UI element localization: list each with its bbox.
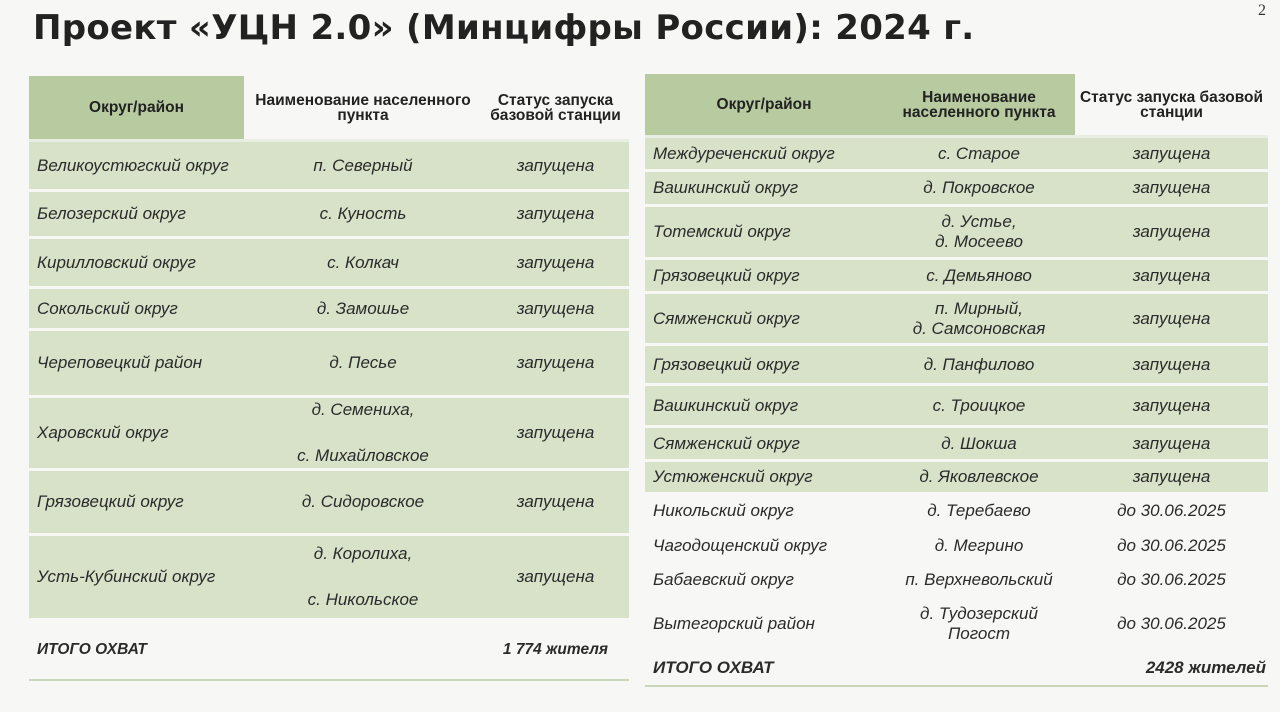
cell-settlement-line: д. Устье, <box>941 212 1017 231</box>
header-status: Статус запуска базовой станции <box>1075 74 1268 138</box>
cell-district: Вашкинский округ <box>645 386 883 428</box>
cell-settlement: д. Теребаево <box>883 495 1075 530</box>
total-label: ИТОГО ОХВАТ <box>645 651 883 687</box>
cell-settlement: с. Демьяново <box>883 260 1075 294</box>
total-spacer <box>883 651 1075 687</box>
left-coverage-table <box>29 76 629 681</box>
cell-district: Белозерский округ <box>29 192 244 239</box>
header-settlement: Наименование населенного пункта <box>883 74 1075 138</box>
cell-settlement-line: д. Семениха, <box>311 400 415 419</box>
cell-settlement <box>244 536 482 621</box>
table-row <box>29 142 629 192</box>
cell-district: Бабаевский округ <box>645 564 883 599</box>
cell-settlement <box>883 294 1075 346</box>
cell-settlement-line: с. Михайловское <box>297 446 429 465</box>
total-value: 2428 жителей <box>1075 651 1268 687</box>
cell-district: Грязовецкий округ <box>29 471 244 536</box>
total-label: ИТОГО ОХВАТ <box>29 621 244 681</box>
cell-settlement: с. Троицкое <box>883 386 1075 428</box>
total-spacer <box>244 621 482 681</box>
page-number: 2 <box>1258 2 1266 19</box>
cell-settlement: п. Северный <box>244 142 482 192</box>
cell-settlement-line: д. Тудозерский <box>920 603 1038 623</box>
cell-status: запущена <box>1075 207 1268 260</box>
table-row <box>29 239 629 289</box>
table-row <box>29 331 629 398</box>
cell-settlement-line: Погост <box>947 623 1011 643</box>
table-row <box>645 428 1268 462</box>
table-row <box>645 138 1268 172</box>
cell-district: Кирилловский округ <box>29 239 244 289</box>
cell-settlement-line: с. Никольское <box>307 590 419 609</box>
cell-district: Череповецкий район <box>29 331 244 398</box>
table-row <box>29 471 629 536</box>
cell-settlement: д. Шокша <box>883 428 1075 462</box>
cell-district: Грязовецкий округ <box>645 346 883 386</box>
total-value: 1 774 жителя <box>482 621 629 681</box>
table-row <box>645 346 1268 386</box>
cell-status: запущена <box>482 142 629 192</box>
cell-status: запущена <box>482 536 629 621</box>
cell-settlement: д. Замошье <box>244 289 482 331</box>
table-row <box>645 495 1268 530</box>
cell-settlement <box>883 207 1075 260</box>
cell-settlement-line: п. Мирный, <box>935 298 1023 318</box>
cell-district: Усть-Кубинский округ <box>29 536 244 621</box>
cell-settlement-line: д. Самсоновская <box>912 318 1046 338</box>
cell-status: запущена <box>1075 294 1268 346</box>
cell-settlement-line: д. Мосеево <box>935 232 1023 251</box>
table-row <box>29 192 629 239</box>
cell-district: Сямженский округ <box>645 294 883 346</box>
cell-status: до 30.06.2025 <box>1075 495 1268 530</box>
cell-district: Вытегорский район <box>645 599 883 651</box>
table-row <box>645 564 1268 599</box>
cell-district: Сямженский округ <box>645 428 883 462</box>
cell-status: запущена <box>482 471 629 536</box>
table-header-row <box>29 76 629 142</box>
cell-status: запущена <box>1075 260 1268 294</box>
cell-district: Сокольский округ <box>29 289 244 331</box>
table-row <box>645 599 1268 651</box>
cell-settlement: д. Панфилово <box>883 346 1075 386</box>
table-row <box>29 289 629 331</box>
table-row <box>645 207 1268 260</box>
cell-status: запущена <box>1075 346 1268 386</box>
table-row <box>645 530 1268 564</box>
cell-status: запущена <box>1075 138 1268 172</box>
cell-settlement-line: д. Королиха, <box>313 544 413 563</box>
right-coverage-table <box>645 74 1268 687</box>
table-header-row <box>645 74 1268 138</box>
cell-district: Тотемский округ <box>645 207 883 260</box>
cell-status: запущена <box>1075 172 1268 207</box>
cell-status: запущена <box>1075 428 1268 462</box>
header-settlement: Наименование населенного пункта <box>244 76 482 142</box>
cell-status: запущена <box>1075 462 1268 495</box>
cell-status: до 30.06.2025 <box>1075 599 1268 651</box>
cell-district: Междуреченский округ <box>645 138 883 172</box>
cell-status: запущена <box>482 331 629 398</box>
cell-settlement: д. Мегрино <box>883 530 1075 564</box>
table-row <box>645 462 1268 495</box>
table-row <box>29 398 629 471</box>
cell-settlement <box>244 398 482 471</box>
cell-status: до 30.06.2025 <box>1075 564 1268 599</box>
table-row <box>645 386 1268 428</box>
table-row <box>29 536 629 621</box>
table-row <box>645 260 1268 294</box>
cell-district: Грязовецкий округ <box>645 260 883 294</box>
cell-district: Вашкинский округ <box>645 172 883 207</box>
cell-settlement: д. Сидоровское <box>244 471 482 536</box>
cell-district: Великоустюгский округ <box>29 142 244 192</box>
cell-status: запущена <box>482 289 629 331</box>
header-status: Статус запуска базовой станции <box>482 76 629 142</box>
cell-status: запущена <box>482 398 629 471</box>
cell-status: запущена <box>482 239 629 289</box>
total-row <box>29 621 629 681</box>
cell-settlement: п. Верхневольский <box>883 564 1075 599</box>
cell-status: запущена <box>482 192 629 239</box>
cell-district: Никольский округ <box>645 495 883 530</box>
cell-status: запущена <box>1075 386 1268 428</box>
total-row <box>645 651 1268 687</box>
cell-settlement: с. Старое <box>883 138 1075 172</box>
cell-settlement: с. Колкач <box>244 239 482 289</box>
cell-district: Харовский округ <box>29 398 244 471</box>
header-district: Округ/район <box>29 76 244 142</box>
cell-district: Устюженский округ <box>645 462 883 495</box>
cell-settlement: д. Песье <box>244 331 482 398</box>
table-row <box>645 294 1268 346</box>
cell-settlement <box>883 599 1075 651</box>
cell-settlement: д. Яковлевское <box>883 462 1075 495</box>
cell-district: Чагодощенский округ <box>645 530 883 564</box>
cell-settlement: д. Покровское <box>883 172 1075 207</box>
header-district: Округ/район <box>645 74 883 138</box>
page-title: Проект «УЦН 2.0» (Минцифры России): 2024 г. <box>33 8 975 48</box>
table-row <box>645 172 1268 207</box>
cell-status: до 30.06.2025 <box>1075 530 1268 564</box>
cell-settlement: с. Куность <box>244 192 482 239</box>
